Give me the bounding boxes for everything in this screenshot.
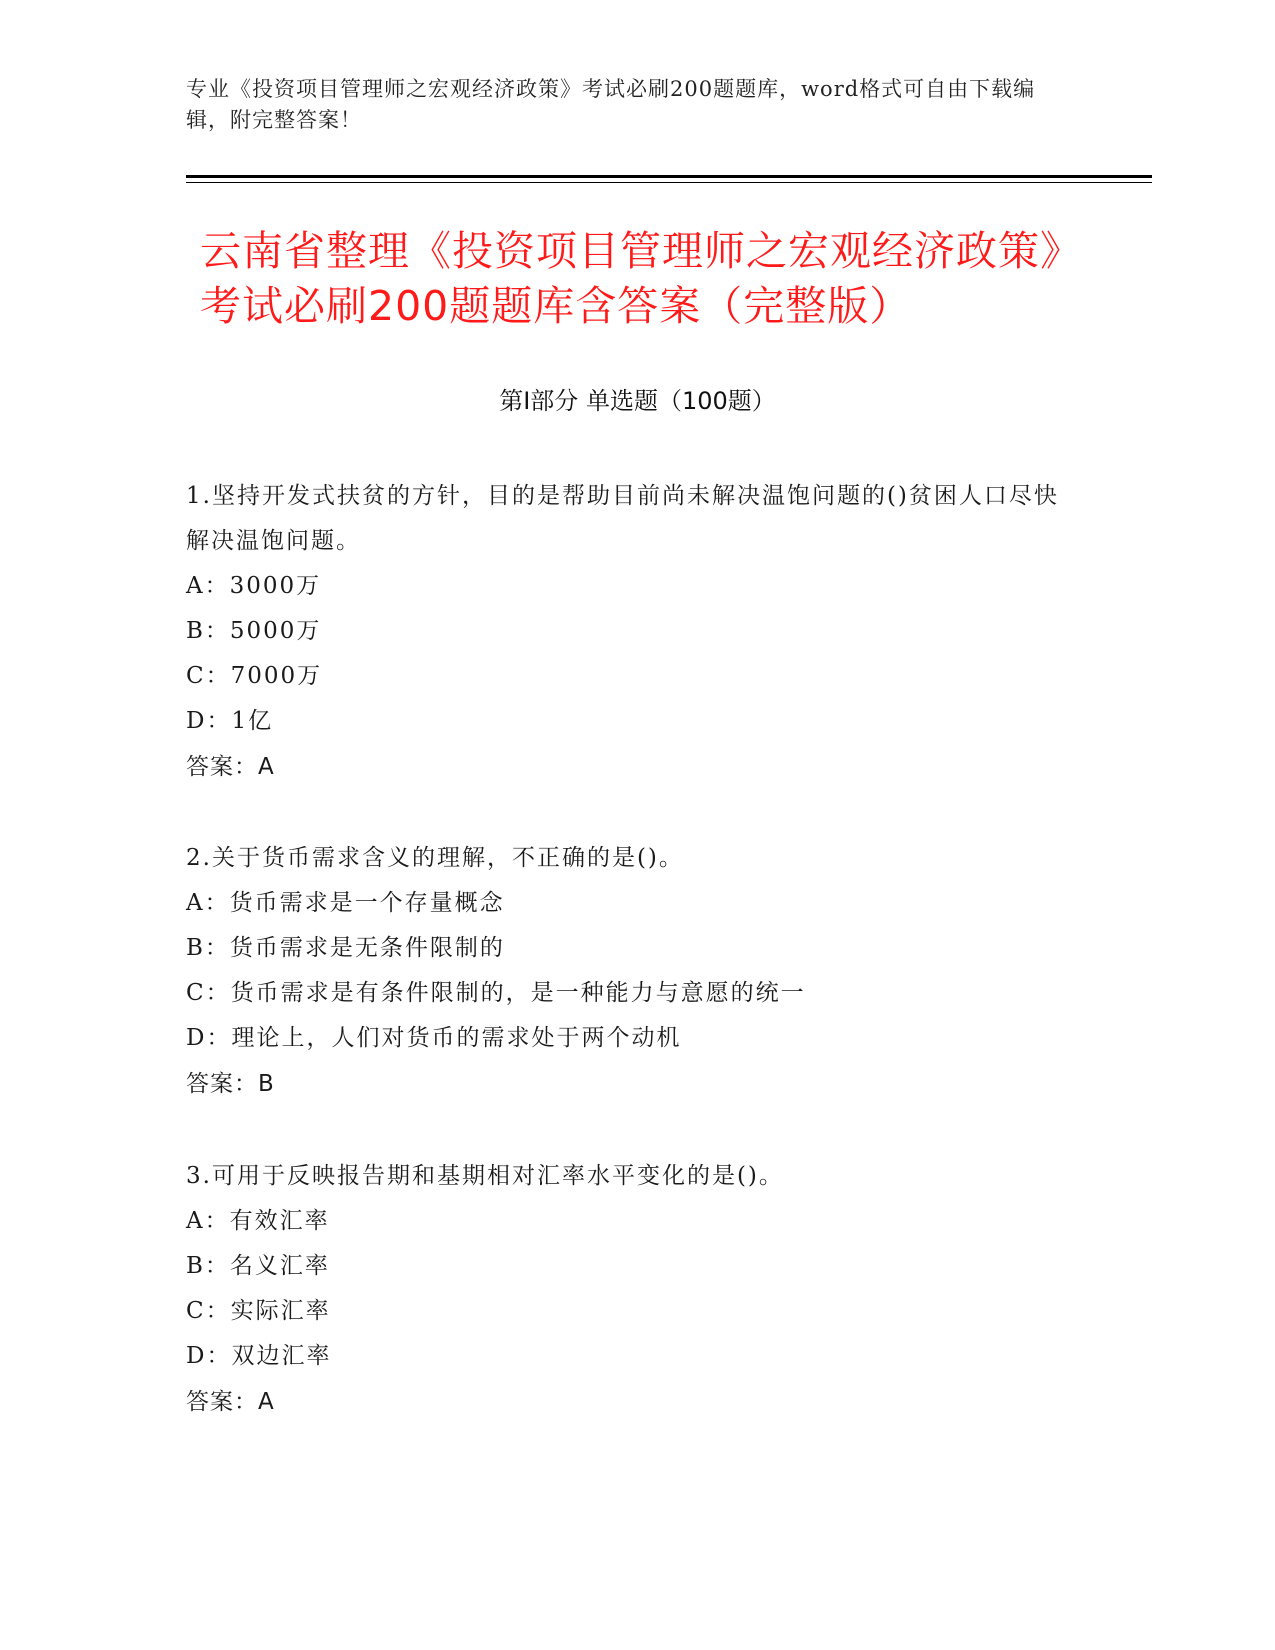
header-rule-thick [186,175,1152,178]
option-c: C：实际汇率 [186,1298,331,1324]
option-b: B：货币需求是无条件限制的 [186,935,505,961]
option-c: C：货币需求是有条件限制的，是一种能力与意愿的统一 [186,980,806,1006]
option-d: D：双边汇率 [186,1343,332,1369]
option-a: A：货币需求是一个存量概念 [186,890,505,916]
question-stem: 1.坚持开发式扶贫的方针，目的是帮助目前尚未解决温饱问题的()贫困人口尽快解决温饱问题。 [186,483,1059,554]
header-rule-thin [186,182,1152,183]
option-a: A：有效汇率 [186,1208,330,1234]
document-title: 云南省整理《投资项目管理师之宏观经济政策》考试必刷200题题库含答案（完整版） [200,227,1082,330]
question-stem: 2.关于货币需求含义的理解，不正确的是()。 [186,845,684,871]
option-d: D：理论上，人们对货币的需求处于两个动机 [186,1025,682,1051]
option-a: A：3000万 [186,573,322,599]
section-heading: 第I部分 单选题（100题） [499,387,776,415]
question-2 [186,836,1066,1107]
question-3 [186,1154,1066,1425]
option-c: C：7000万 [186,663,323,689]
option-b: B：名义汇率 [186,1253,330,1279]
answer-line: 答案：A [186,1389,275,1415]
option-b: B：5000万 [186,618,322,644]
header-note: 专业《投资项目管理师之宏观经济政策》考试必刷200题题库，word格式可自由下载编辑，附完整答案！ [186,77,1036,132]
answer-line: 答案：B [186,1071,275,1097]
question-stem: 3.可用于反映报告期和基期相对汇率水平变化的是()。 [186,1163,784,1189]
answer-line: 答案：A [186,754,275,780]
option-d: D：1亿 [186,708,274,734]
question-1 [186,474,1066,790]
